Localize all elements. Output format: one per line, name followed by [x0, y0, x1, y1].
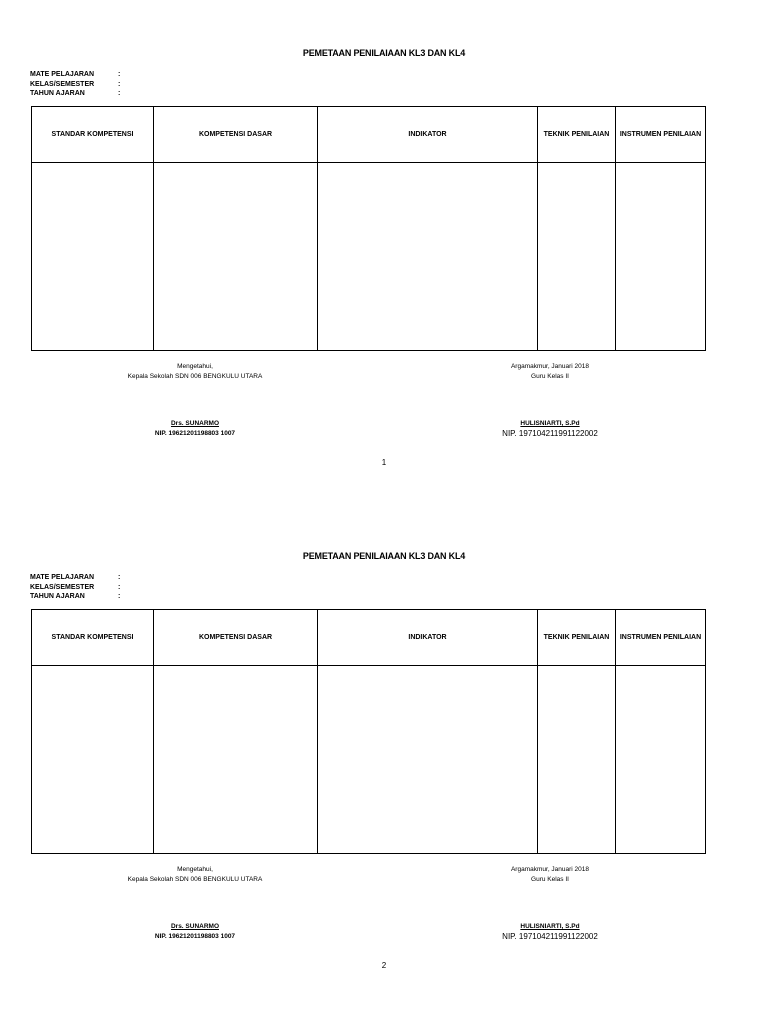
- header-standar-kompetensi: STANDAR KOMPETENSI: [32, 610, 154, 666]
- sign-right-nip: NIP. 197104211991122002: [502, 428, 598, 438]
- document-page-2: [0, 503, 768, 1006]
- table-row: [32, 666, 706, 854]
- table-cell: [318, 163, 538, 351]
- table-header-row: [32, 107, 706, 163]
- signature-left: [100, 362, 290, 438]
- meta-row-subject: [30, 70, 126, 80]
- sign-left-name: Drs. SUNARMO: [170, 420, 220, 427]
- table-header-row: [32, 610, 706, 666]
- sign-left-line2: Kepala Sekolah SDN 006 BENGKULU UTARA: [127, 372, 263, 380]
- page-title: PEMETAAN PENILAIAAN KL3 DAN KL4: [302, 551, 466, 561]
- header-teknik-penilaian: TEKNIK PENILAIAN: [538, 107, 616, 163]
- table-cell: [318, 666, 538, 854]
- table-cell: [154, 666, 318, 854]
- meta-label: KELAS/SEMESTER: [30, 80, 95, 88]
- table-cell: [154, 163, 318, 351]
- sign-right-line2: Guru Kelas II: [531, 875, 569, 883]
- meta-label: TAHUN AJARAN: [30, 90, 85, 97]
- sign-right-line2: Guru Kelas II: [531, 372, 569, 380]
- sign-right-line1: Argamakmur, Januari 2018: [510, 866, 590, 873]
- table-cell: [538, 163, 616, 351]
- sign-right-nip: NIP. 197104211991122002: [502, 931, 598, 941]
- header-kompetensi-dasar: KOMPETENSI DASAR: [154, 107, 318, 163]
- document-meta: [30, 573, 126, 602]
- table-cell: [538, 666, 616, 854]
- meta-row-year: [30, 89, 126, 99]
- sign-left-line1: Mengetahui,: [177, 363, 213, 370]
- assessment-table: [31, 106, 706, 351]
- meta-colon: :: [118, 583, 121, 591]
- meta-colon: :: [118, 90, 121, 97]
- page-number: 1: [381, 458, 387, 467]
- meta-label: TAHUN AJARAN: [30, 593, 85, 600]
- sign-left-line2: Kepala Sekolah SDN 006 BENGKULU UTARA: [127, 875, 263, 883]
- signature-right: [470, 362, 630, 438]
- assessment-table: [31, 609, 706, 854]
- meta-label: MATE PELAJARAN: [30, 71, 95, 78]
- meta-row-subject: [30, 573, 126, 583]
- sign-right-name: HULISNIARTI, S.Pd: [520, 923, 580, 930]
- meta-row-class: [30, 583, 126, 593]
- page-number: 2: [381, 961, 387, 970]
- meta-colon: :: [118, 71, 121, 78]
- header-kompetensi-dasar: KOMPETENSI DASAR: [154, 610, 318, 666]
- sign-right-name: HULISNIARTI, S.Pd: [520, 420, 580, 427]
- header-standar-kompetensi: STANDAR KOMPETENSI: [32, 107, 154, 163]
- document-page-1: [0, 0, 768, 503]
- table-cell: [616, 666, 706, 854]
- header-indikator: INDIKATOR: [318, 107, 538, 163]
- meta-label: KELAS/SEMESTER: [30, 583, 95, 591]
- header-indikator: INDIKATOR: [318, 610, 538, 666]
- meta-colon: :: [118, 593, 121, 600]
- signature-left: [100, 865, 290, 941]
- meta-row-class: [30, 80, 126, 90]
- meta-row-year: [30, 592, 126, 602]
- table-row: [32, 163, 706, 351]
- sign-left-nip: NIP. 19621201198803 1007: [154, 429, 236, 437]
- table-cell: [616, 163, 706, 351]
- sign-right-line1: Argamakmur, Januari 2018: [510, 363, 590, 370]
- sign-left-nip: NIP. 19621201198803 1007: [154, 932, 236, 940]
- page-title: PEMETAAN PENILAIAAN KL3 DAN KL4: [302, 48, 466, 58]
- document-meta: [30, 70, 126, 99]
- table-cell: [32, 666, 154, 854]
- header-instrumen-penilaian: INSTRUMEN PENILAIAN: [616, 107, 706, 163]
- sign-left-line1: Mengetahui,: [177, 866, 213, 873]
- signature-right: [470, 865, 630, 941]
- meta-colon: :: [118, 80, 121, 88]
- table-cell: [32, 163, 154, 351]
- meta-colon: :: [118, 574, 121, 581]
- sign-left-name: Drs. SUNARMO: [170, 923, 220, 930]
- header-teknik-penilaian: TEKNIK PENILAIAN: [538, 610, 616, 666]
- meta-label: MATE PELAJARAN: [30, 574, 95, 581]
- header-instrumen-penilaian: INSTRUMEN PENILAIAN: [616, 610, 706, 666]
